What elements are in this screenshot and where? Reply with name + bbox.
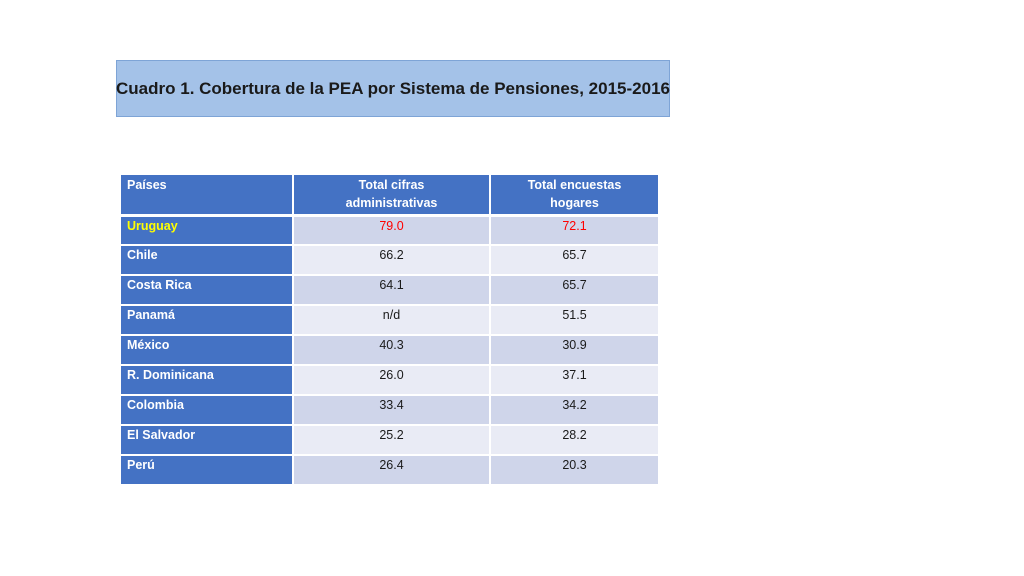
title-box bbox=[116, 60, 670, 117]
header-survey bbox=[490, 175, 659, 215]
row-survey-value: 34.2 bbox=[490, 395, 659, 425]
header-admin-line1: Total cifras bbox=[358, 178, 425, 192]
header-country: Países bbox=[121, 175, 293, 215]
row-survey-value: 65.7 bbox=[490, 245, 659, 275]
row-admin-value: 64.1 bbox=[293, 275, 490, 305]
row-survey-value: 28.2 bbox=[490, 425, 659, 455]
header-row bbox=[121, 175, 659, 215]
row-country: Chile bbox=[121, 245, 293, 275]
table-row bbox=[121, 455, 659, 485]
row-admin-value: 79.0 bbox=[293, 215, 490, 245]
row-country: México bbox=[121, 335, 293, 365]
row-admin-value: 40.3 bbox=[293, 335, 490, 365]
row-survey-value: 72.1 bbox=[490, 215, 659, 245]
table-row bbox=[121, 335, 659, 365]
row-survey-value: 30.9 bbox=[490, 335, 659, 365]
row-country: El Salvador bbox=[121, 425, 293, 455]
row-admin-value: 33.4 bbox=[293, 395, 490, 425]
row-country: Perú bbox=[121, 455, 293, 485]
table-row bbox=[121, 365, 659, 395]
row-survey-value: 51.5 bbox=[490, 305, 659, 335]
table-row bbox=[121, 245, 659, 275]
table-row bbox=[121, 275, 659, 305]
row-country: Costa Rica bbox=[121, 275, 293, 305]
row-survey-value: 20.3 bbox=[490, 455, 659, 485]
row-admin-value: 66.2 bbox=[293, 245, 490, 275]
row-survey-value: 65.7 bbox=[490, 275, 659, 305]
table-row bbox=[121, 305, 659, 335]
header-admin-line2: administrativas bbox=[345, 196, 438, 210]
table-row bbox=[121, 395, 659, 425]
row-admin-value: 26.0 bbox=[293, 365, 490, 395]
row-admin-value: 26.4 bbox=[293, 455, 490, 485]
row-admin-value: n/d bbox=[293, 305, 490, 335]
row-country: Panamá bbox=[121, 305, 293, 335]
row-country: Colombia bbox=[121, 395, 293, 425]
header-admin bbox=[293, 175, 490, 215]
header-survey-line1: Total encuestas bbox=[527, 178, 622, 192]
row-country: R. Dominicana bbox=[121, 365, 293, 395]
header-survey-line2: hogares bbox=[550, 196, 599, 210]
table-row bbox=[121, 215, 659, 245]
row-admin-value: 25.2 bbox=[293, 425, 490, 455]
coverage-table bbox=[121, 175, 660, 486]
table-title: Cuadro 1. Cobertura de la PEA por Sistema de Pensiones, 2015-2016 bbox=[116, 78, 670, 98]
row-country: Uruguay bbox=[121, 215, 293, 245]
row-survey-value: 37.1 bbox=[490, 365, 659, 395]
table-row bbox=[121, 425, 659, 455]
